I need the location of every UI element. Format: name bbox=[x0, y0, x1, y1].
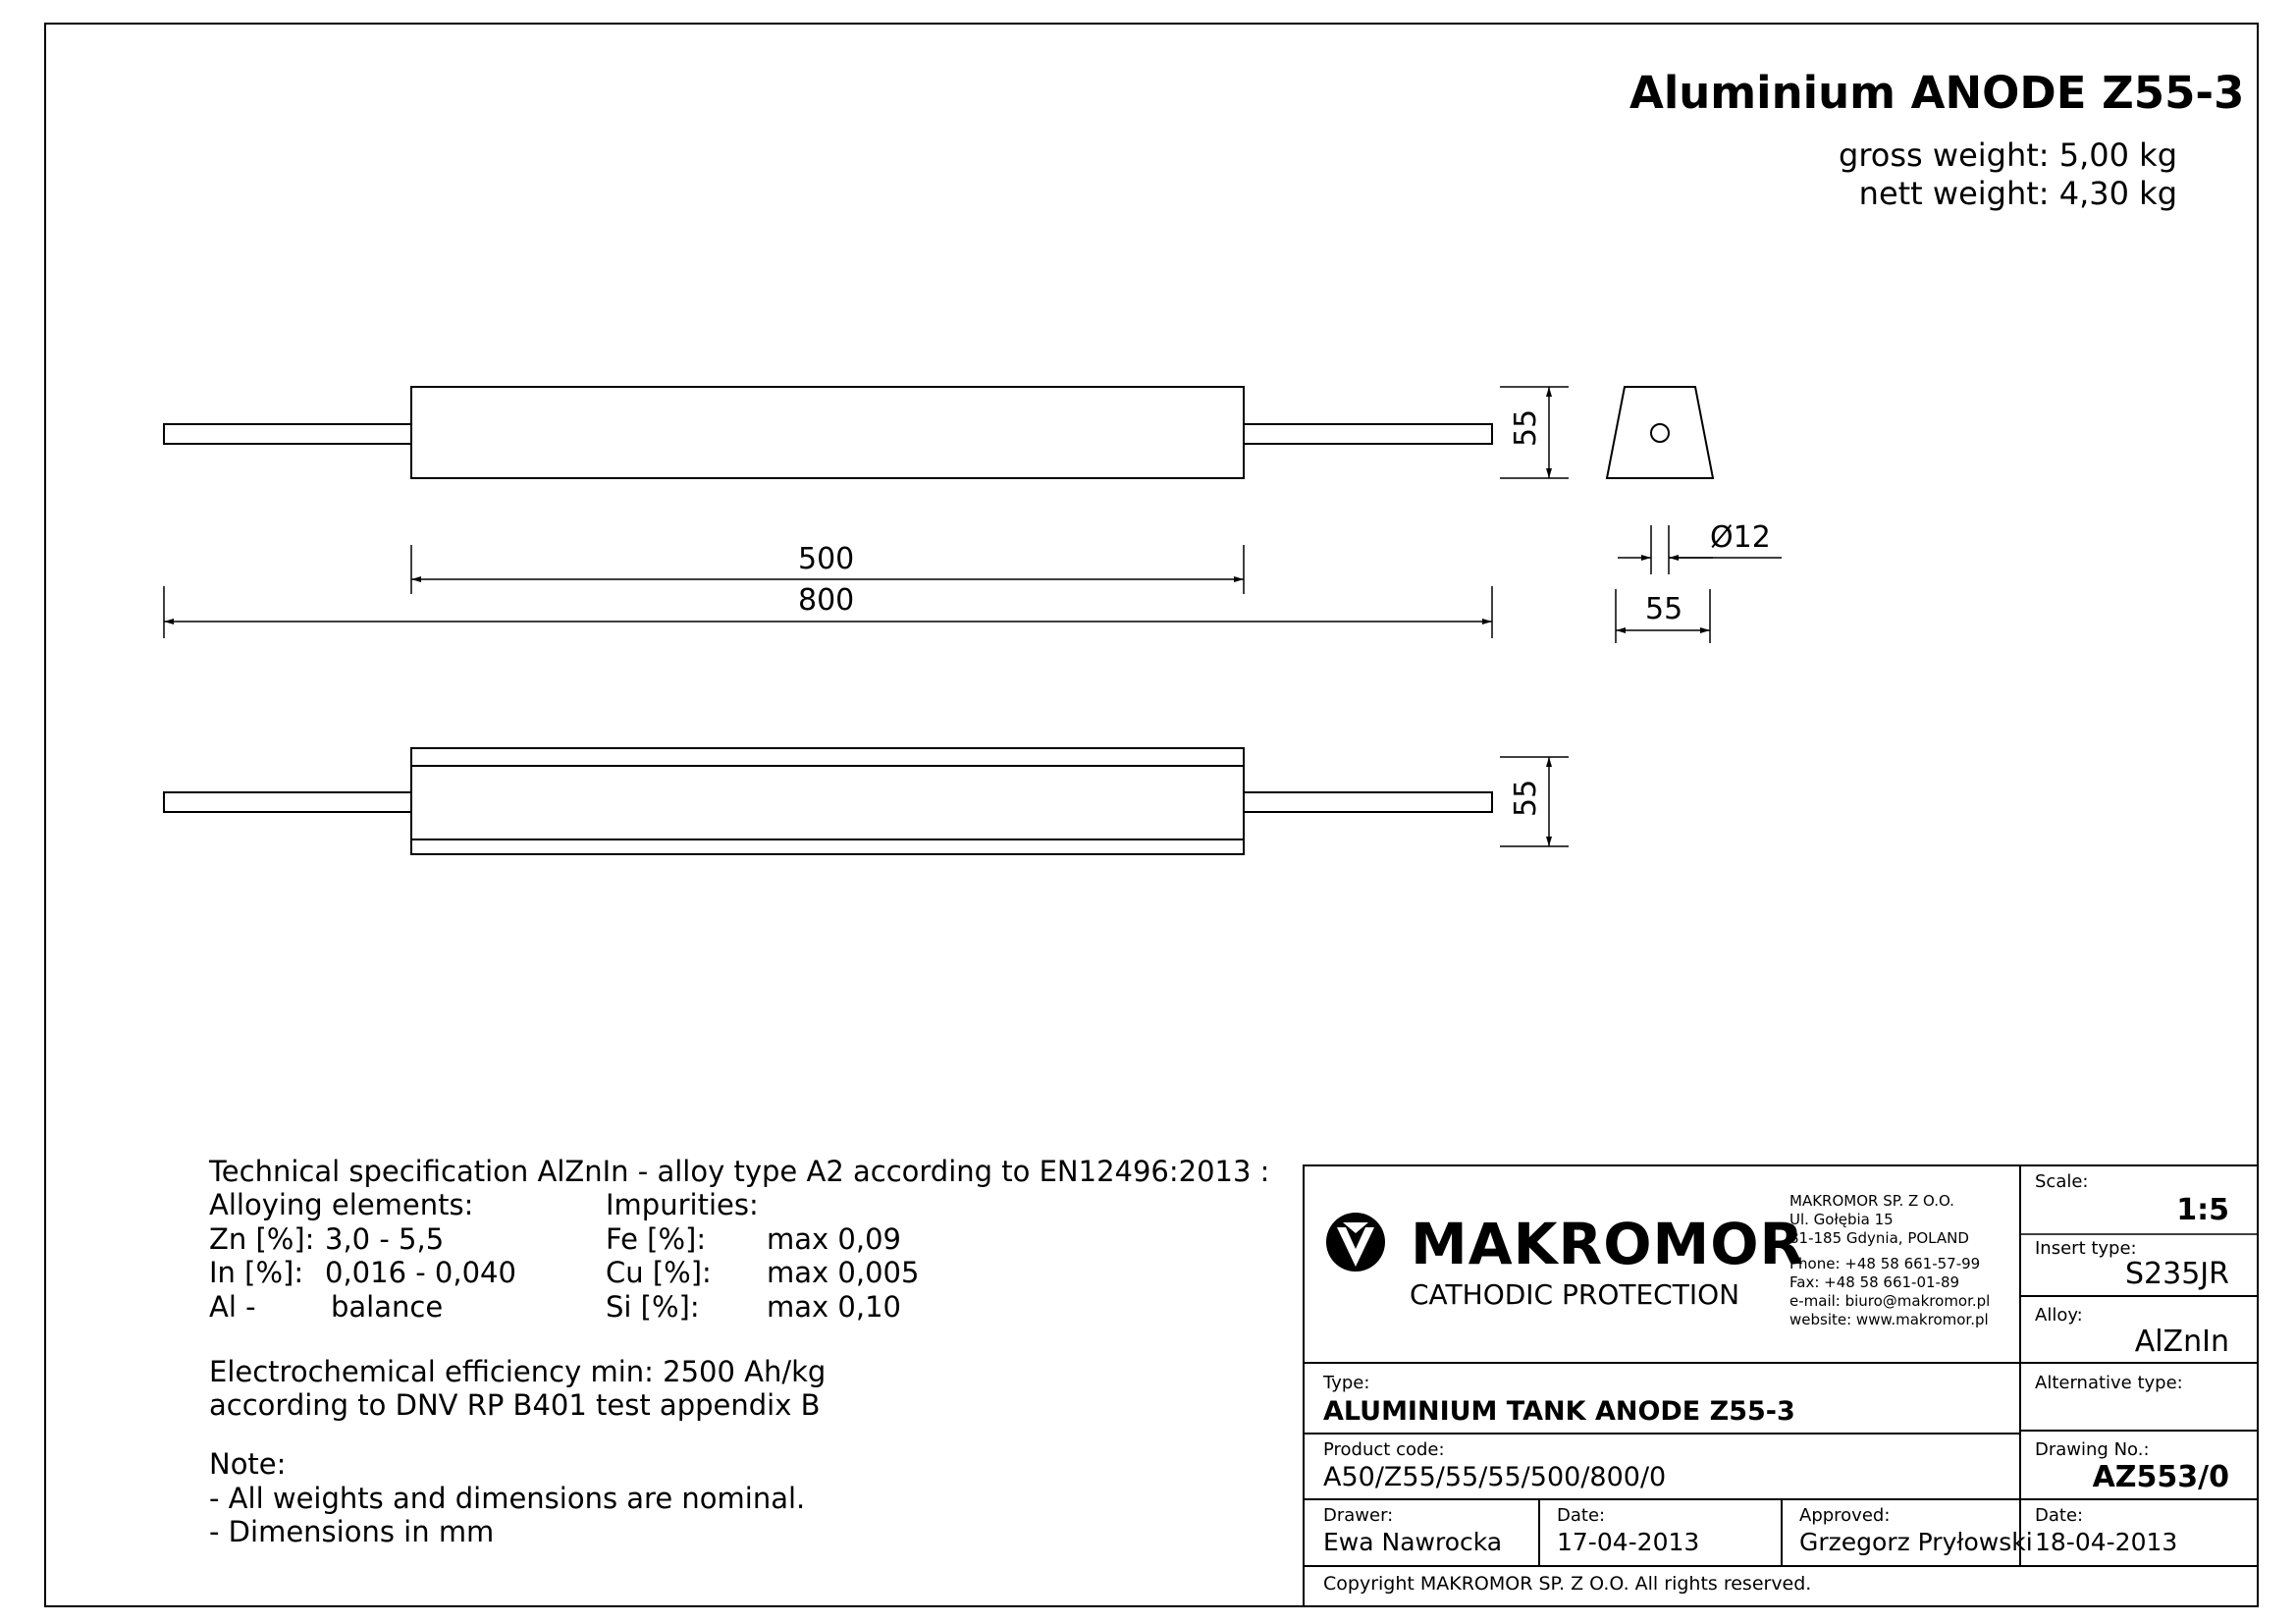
company-line: website: www.makromor.pl bbox=[1789, 1310, 1989, 1328]
makromor-logo-icon bbox=[1326, 1213, 1385, 1272]
logo-subtitle: CATHODIC PROTECTION bbox=[1410, 1278, 1740, 1311]
alloy-label: Alloy: bbox=[2035, 1305, 2083, 1326]
dim-label-length-total: 800 bbox=[798, 583, 855, 618]
dim-label-diameter: Ø12 bbox=[1710, 520, 1771, 555]
drawing-number-value: AZ553/0 bbox=[2092, 1460, 2229, 1494]
spec-heading: Technical specification AlZnIn - alloy type A2 according to EN12496:2013 : bbox=[209, 1155, 1270, 1188]
date-approved-value: 18-04-2013 bbox=[2035, 1528, 2178, 1556]
type-label: Type: bbox=[1323, 1373, 1370, 1393]
scale-label: Scale: bbox=[2035, 1171, 2089, 1192]
alloy-in-label: In [%]: bbox=[209, 1256, 304, 1289]
impurity-cu-value: max 0,005 bbox=[767, 1256, 920, 1289]
company-line: e-mail: biuro@makromor.pl bbox=[1789, 1291, 1991, 1310]
alloy-zn-label: Zn [%]: bbox=[209, 1222, 315, 1256]
note-line-2: - Dimensions in mm bbox=[209, 1515, 495, 1548]
copyright: Copyright MAKROMOR SP. Z O.O. All rights reserved. bbox=[1323, 1573, 1812, 1595]
date-drawn-value: 17-04-2013 bbox=[1557, 1528, 1700, 1556]
alloy-al-value: balance bbox=[331, 1290, 444, 1324]
anode-top-view bbox=[164, 387, 1492, 478]
company-line: Fax: +48 58 661-01-89 bbox=[1789, 1273, 1960, 1291]
efficiency-line-2: according to DNV RP B401 test appendix B bbox=[209, 1388, 821, 1422]
product-code-value: A50/Z55/55/55/500/800/0 bbox=[1323, 1462, 1667, 1492]
alloy-value: AlZnIn bbox=[2134, 1325, 2229, 1359]
logo-name: MAKROMOR bbox=[1411, 1211, 1805, 1277]
type-value: ALUMINIUM TANK ANODE Z55-3 bbox=[1323, 1396, 1795, 1427]
alloying-heading: Alloying elements: bbox=[209, 1188, 474, 1221]
date-drawn-label: Date: bbox=[1557, 1505, 1606, 1526]
company-line: 81-185 Gdynia, POLAND bbox=[1789, 1228, 1969, 1247]
company-line bbox=[1789, 1247, 1990, 1255]
drawer-value: Ewa Nawrocka bbox=[1323, 1528, 1503, 1556]
dim-label-height-bottom: 55 bbox=[1509, 779, 1543, 817]
scale-value: 1:5 bbox=[2176, 1193, 2229, 1227]
note-line-1: - All weights and dimensions are nominal. bbox=[209, 1482, 806, 1515]
dim-label-height-top: 55 bbox=[1509, 408, 1543, 447]
nett-weight: nett weight: 4,30 kg bbox=[1858, 175, 2177, 212]
dim-label-length-body: 500 bbox=[798, 542, 855, 576]
company-line: Ul. Gołębia 15 bbox=[1789, 1210, 1894, 1228]
impurity-fe-label: Fe [%]: bbox=[606, 1222, 707, 1256]
drawer-label: Drawer: bbox=[1323, 1505, 1394, 1526]
impurities-heading: Impurities: bbox=[606, 1188, 759, 1221]
insert-type-value: S235JR bbox=[2125, 1257, 2229, 1291]
anode-side-view bbox=[164, 748, 1492, 854]
dim-label-width: 55 bbox=[1645, 592, 1683, 626]
drawing-number-label: Drawing No.: bbox=[2035, 1439, 2150, 1460]
drawing-title: Aluminium ANODE Z55-3 bbox=[1629, 67, 2245, 119]
insert-type-label: Insert type: bbox=[2035, 1238, 2137, 1259]
alloy-zn-value: 3,0 - 5,5 bbox=[325, 1222, 445, 1256]
impurity-cu-label: Cu [%]: bbox=[606, 1256, 712, 1289]
product-code-label: Product code: bbox=[1323, 1439, 1445, 1460]
note-heading: Note: bbox=[209, 1447, 287, 1481]
alloy-al-label: Al - bbox=[209, 1290, 256, 1324]
impurity-fe-value: max 0,09 bbox=[767, 1222, 901, 1256]
date-approved-label: Date: bbox=[2035, 1505, 2084, 1526]
gross-weight: gross weight: 5,00 kg bbox=[1839, 136, 2177, 174]
alternative-type-label: Alternative type: bbox=[2035, 1373, 2183, 1393]
company-line: MAKROMOR SP. Z O.O. bbox=[1789, 1192, 1954, 1210]
company-info bbox=[1789, 1192, 1990, 1328]
impurity-si-label: Si [%]: bbox=[606, 1290, 700, 1324]
approved-value: Grzegorz Pryłowski bbox=[1799, 1528, 2033, 1556]
efficiency-line-1: Electrochemical efficiency min: 2500 Ah/kg bbox=[209, 1355, 827, 1388]
anode-cross-section bbox=[1607, 387, 1713, 478]
approved-label: Approved: bbox=[1799, 1505, 1891, 1526]
alloy-in-value: 0,016 - 0,040 bbox=[325, 1256, 516, 1289]
company-line: Phone: +48 58 661-57-99 bbox=[1789, 1255, 1981, 1273]
impurity-si-value: max 0,10 bbox=[767, 1290, 901, 1324]
